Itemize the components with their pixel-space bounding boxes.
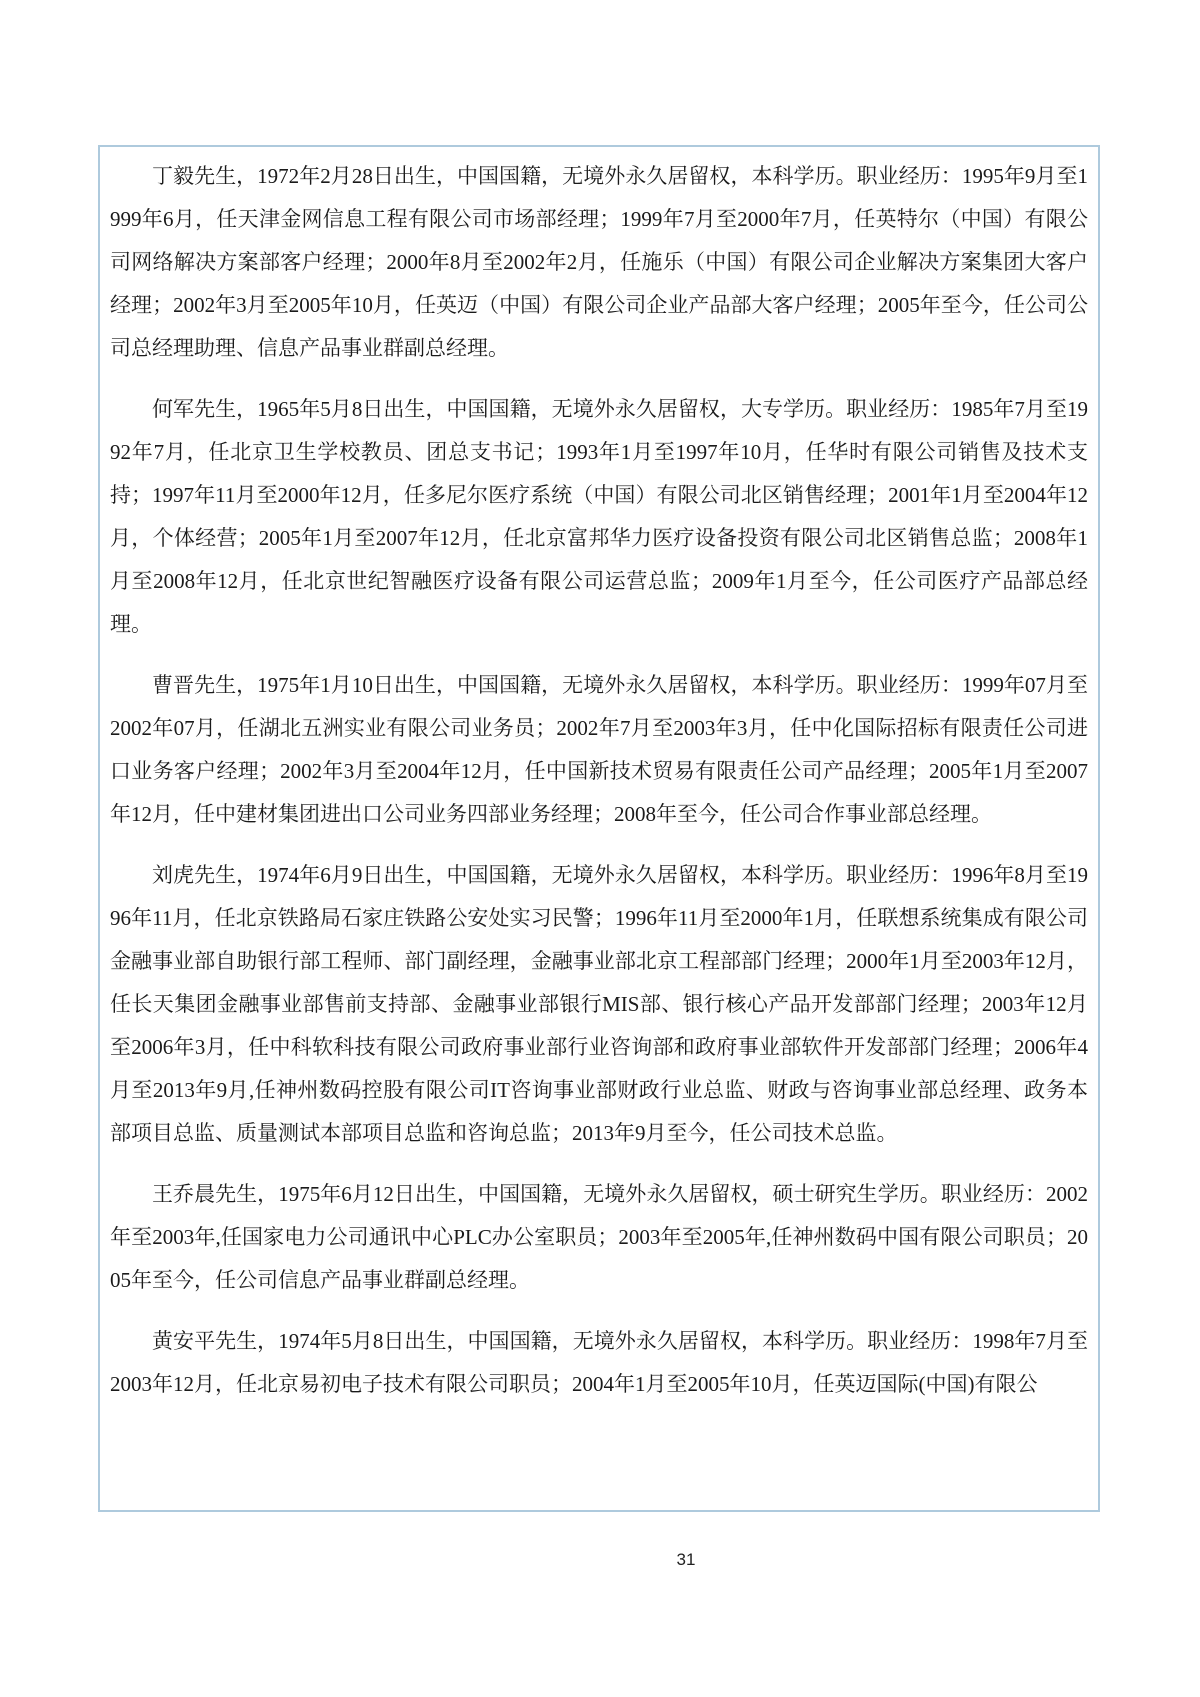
bio-paragraph-huang-anping: 黄安平先生，1974年5月8日出生，中国国籍，无境外永久居留权，本科学历。职业经历：1998年7月至2003年12月，任北京易初电子技术有限公司职员；2004年1月至2005年10月，任英迈国际(中国)有限公 [110,1329,1088,1396]
page-number: 31 [676,1550,696,1569]
bio-paragraph-liu-hu: 刘虎先生，1974年6月9日出生，中国国籍，无境外永久居留权，本科学历。职业经历：1996年8月至1996年11月，任北京铁路局石家庄铁路公安处实习民警；1996年11月至2000年1月，任联想系统集成有限公司金融事业部自助银行部工程师、部门副经理，金融事业部北京工程部部门经理；2000年1月至2003年12月，任长天集团金融事业部售前支持部、金融事业部银行MIS部、银行核心产品开发部部门经理；2003年12月至2006年3月，任中科软科技有限公司政府事业部行业咨询部和政府事业部软件开发部部门经理；2006年4月至2013年9月,任神州数码控股有限公司IT咨询事业部财政行业总监、财政与咨询事业部总经理、政务本部项目总监、质量测试本部项目总监和咨询总监；2013年9月至今，任公司技术总监。 [110,863,1088,1145]
document-border-box [98,145,1100,1512]
bio-paragraph-cao-jin: 曹晋先生，1975年1月10日出生，中国国籍，无境外永久居留权，本科学历。职业经历：1999年07月至2002年07月，任湖北五洲实业有限公司业务员；2002年7月至2003年3月，任中化国际招标有限责任公司进口业务客户经理；2002年3月至2004年12月，任中国新技术贸易有限责任公司产品经理；2005年1月至2007年12月，任中建材集团进出口公司业务四部业务经理；2008年至今，任公司合作事业部总经理。 [110,673,1088,826]
bio-paragraph-wang-qiaochen: 王乔晨先生，1975年6月12日出生，中国国籍，无境外永久居留权，硕士研究生学历。职业经历：2002年至2003年,任国家电力公司通讯中心PLC办公室职员；2003年至2005年,任神州数码中国有限公司职员；2005年至今，任公司信息产品事业群副总经理。 [110,1182,1088,1292]
bio-paragraph-ding-yi: 丁毅先生，1972年2月28日出生，中国国籍，无境外永久居留权，本科学历。职业经历：1995年9月至1999年6月，任天津金网信息工程有限公司市场部经理；1999年7月至2000年7月，任英特尔（中国）有限公司网络解决方案部客户经理；2000年8月至2002年2月，任施乐（中国）有限公司企业解决方案集团大客户经理；2002年3月至2005年10月，任英迈（中国）有限公司企业产品部大客户经理；2005年至今，任公司公司总经理助理、信息产品事业群副总经理。 [110,164,1088,360]
bio-paragraph-he-jun: 何军先生，1965年5月8日出生，中国国籍，无境外永久居留权，大专学历。职业经历：1985年7月至1992年7月，任北京卫生学校教员、团总支书记；1993年1月至1997年10月，任华时有限公司销售及技术支持；1997年11月至2000年12月，任多尼尔医疗系统（中国）有限公司北区销售经理；2001年1月至2004年12月，个体经营；2005年1月至2007年12月，任北京富邦华力医疗设备投资有限公司北区销售总监；2008年1月至2008年12月，任北京世纪智融医疗设备有限公司运营总监；2009年1月至今，任公司医疗产品部总经理。 [110,397,1088,636]
